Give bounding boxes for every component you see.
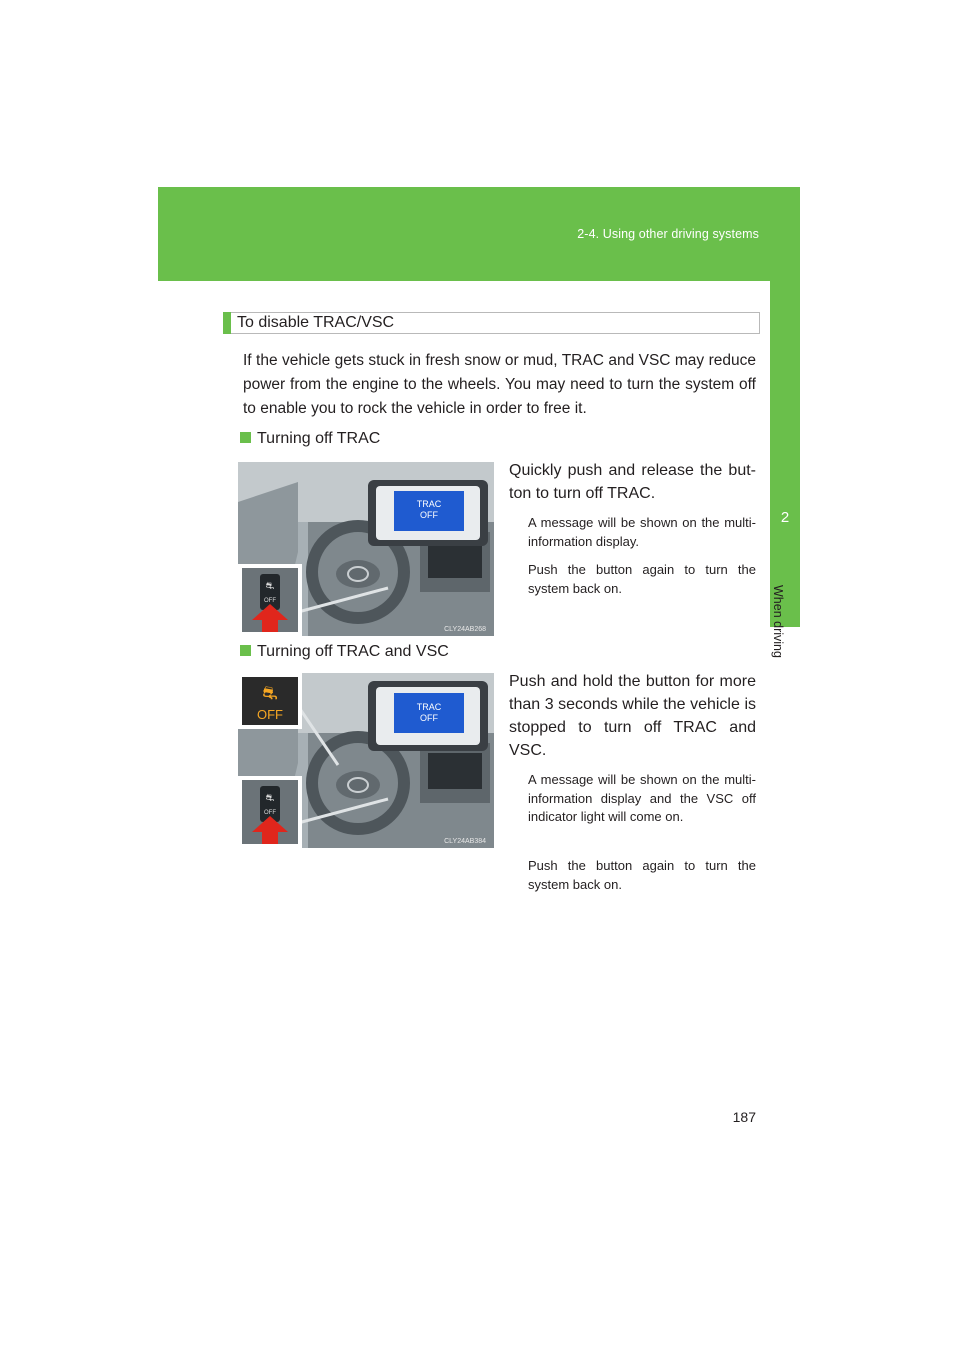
- button-off-text: OFF: [264, 810, 276, 816]
- chapter-label: When driving: [771, 585, 785, 658]
- traction-icon: ⛐: [265, 793, 275, 804]
- figure-code: CLY24AB268: [444, 626, 486, 633]
- display-text-line1: TRAC: [416, 499, 442, 509]
- trac-vsc-instruction: Push and hold the button for more than 3 seconds while the vehicle is stopped to turn off TRAC and VSC.: [509, 673, 756, 759]
- display-text-line1: TRAC: [416, 702, 442, 712]
- bullet-square-icon: [240, 432, 251, 443]
- section-heading-text: To disable TRAC/VSC: [237, 314, 395, 331]
- header-band: [158, 187, 800, 281]
- figure-trac-vsc-off: [238, 673, 494, 848]
- section-heading-bar: [223, 312, 231, 334]
- chapter-number: 2: [780, 509, 790, 526]
- display-text-line2: OFF: [420, 713, 438, 723]
- intro-paragraph: If the vehicle gets stuck in fresh snow or mud, TRAC and VSC may reduce power from the engine to the wheels. You may need to turn the system off to enable you to rock the vehicle in order to free it.: [243, 352, 756, 417]
- trac-note-2: Push the button again to turn the system back on.: [528, 562, 756, 596]
- indicator-off-text: OFF: [257, 707, 283, 722]
- dashboard-illustration: [238, 673, 494, 848]
- trac-vsc-note-1: A message will be shown on the multi-information display and the VSC off indicator light will come on.: [528, 772, 756, 824]
- dashboard-illustration: [238, 462, 494, 636]
- figure-trac-off: [238, 462, 494, 636]
- button-off-text: OFF: [264, 598, 276, 604]
- subheading-turning-off-trac: [240, 430, 380, 448]
- trac-instruction: Quickly push and release the but-ton to turn off TRAC.: [509, 462, 756, 502]
- page-number: 187: [732, 1109, 756, 1125]
- section-heading: [223, 312, 760, 334]
- subheading-text: Turning off TRAC: [257, 430, 381, 447]
- chapter-label-container: [771, 585, 795, 745]
- vsc-off-indicator-icon: ⛐: [262, 683, 278, 704]
- trac-vsc-note-2: Push the button again to turn the system back on.: [528, 858, 756, 892]
- traction-icon: ⛐: [265, 581, 275, 592]
- display-text-line2: OFF: [420, 510, 438, 520]
- header-title: 2-4. Using other driving systems: [577, 227, 759, 241]
- trac-note-1: A message will be shown on the multi-information display.: [528, 515, 756, 549]
- figure-code: CLY24AB384: [444, 838, 486, 845]
- subheading-text: Turning off TRAC and VSC: [257, 643, 449, 660]
- subheading-turning-off-trac-vsc: [240, 643, 449, 661]
- chapter-tab: [770, 281, 800, 627]
- bullet-square-icon: [240, 645, 251, 656]
